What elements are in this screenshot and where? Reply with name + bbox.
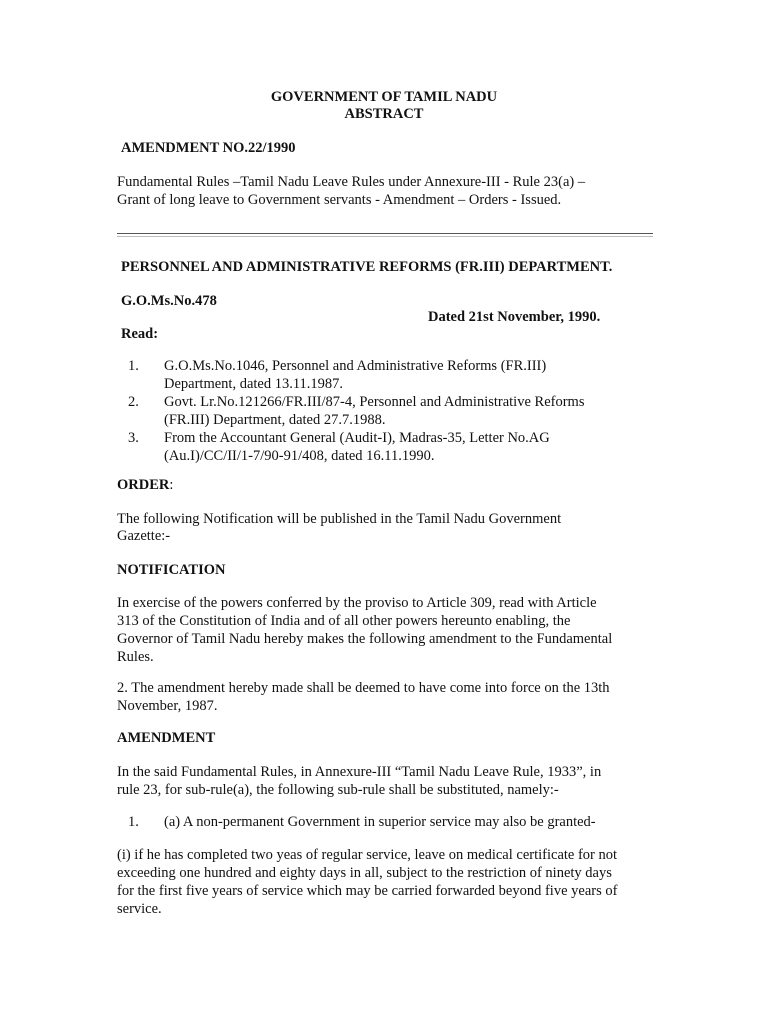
paragraph-line: service. [117,901,162,917]
order-line-2: Gazette:- [117,528,171,544]
amendment-paragraph-1 [117,763,657,799]
subject-line-2: Grant of long leave to Government servants - Amendment – Orders - Issued. [117,192,562,208]
paragraph-line: (i) if he has completed two yeas of regular service, leave on medical certificate for not [117,847,618,863]
paragraph-line: 313 of the Constitution of India and of all other powers hereunto enabling, the [117,613,571,629]
list-item-number: 2. [128,394,139,410]
order-colon: : [169,477,174,493]
horizontal-divider [117,233,653,237]
order-line-1: The following Notification will be published in the Tamil Nadu Government [117,511,562,527]
list-item [117,429,657,465]
list-item-line: From the Accountant General (Audit-I), Madras-35, Letter No.AG [164,430,550,446]
notification-paragraph-1 [117,594,657,666]
paragraph-line: Governor of Tamil Nadu hereby makes the following amendment to the Fundamental [117,631,613,647]
list-item-number: 1. [128,814,139,830]
amendment-paragraph-2 [117,846,657,918]
list-item-number: 1. [128,358,139,374]
notification-heading: NOTIFICATION [117,562,226,578]
list-item-line: (a) A non-permanent Government in superior service may also be granted- [164,814,596,830]
paragraph-line: 2. The amendment hereby made shall be deemed to have come into force on the 13th [117,680,610,696]
subject-line-1: Fundamental Rules –Tamil Nadu Leave Rules under Annexure-III - Rule 23(a) – [117,174,586,190]
order-heading: ORDER [117,477,170,493]
read-list [117,357,657,465]
paragraph-line: exceeding one hundred and eighty days in all, subject to the restriction of ninety days [117,865,612,881]
go-number: G.O.Ms.No.478 [121,293,217,309]
list-item-line: (FR.III) Department, dated 27.7.1988. [164,412,386,428]
amendment-number: AMENDMENT NO.22/1990 [121,140,296,156]
read-label: Read: [121,326,159,342]
list-item-number: 3. [128,430,139,446]
list-item [117,393,657,429]
dated-line: Dated 21st November, 1990. [428,309,601,325]
government-heading: GOVERNMENT OF TAMIL NADU [270,89,498,105]
paragraph-line: Rules. [117,649,154,665]
paragraph-line: In exercise of the powers conferred by the proviso to Article 309, read with Article [117,595,597,611]
list-item-line: (Au.I)/CC/II/1-7/90-91/408, dated 16.11.1990. [164,448,435,464]
paragraph-line: November, 1987. [117,698,218,714]
order-heading-row [117,476,173,494]
amendment-list [117,813,657,831]
department-heading: PERSONNEL AND ADMINISTRATIVE REFORMS (FR.III) DEPARTMENT. [121,259,613,275]
paragraph-line: rule 23, for sub-rule(a), the following sub-rule shall be substituted, namely:- [117,782,559,798]
list-item [117,357,657,393]
paragraph-line: In the said Fundamental Rules, in Annexure-III “Tamil Nadu Leave Rule, 1933”, in [117,764,602,780]
amendment-heading: AMENDMENT [117,730,216,746]
list-item-line: G.O.Ms.No.1046, Personnel and Administrative Reforms (FR.III) [164,358,547,374]
list-item-line: Govt. Lr.No.121266/FR.III/87-4, Personnel and Administrative Reforms [164,394,585,410]
list-item [117,813,657,831]
notification-paragraph-2 [117,679,657,715]
abstract-heading: ABSTRACT [344,106,424,122]
paragraph-line: for the first five years of service which may be carried forwarded beyond five years of [117,883,618,899]
list-item-line: Department, dated 13.11.1987. [164,376,344,392]
